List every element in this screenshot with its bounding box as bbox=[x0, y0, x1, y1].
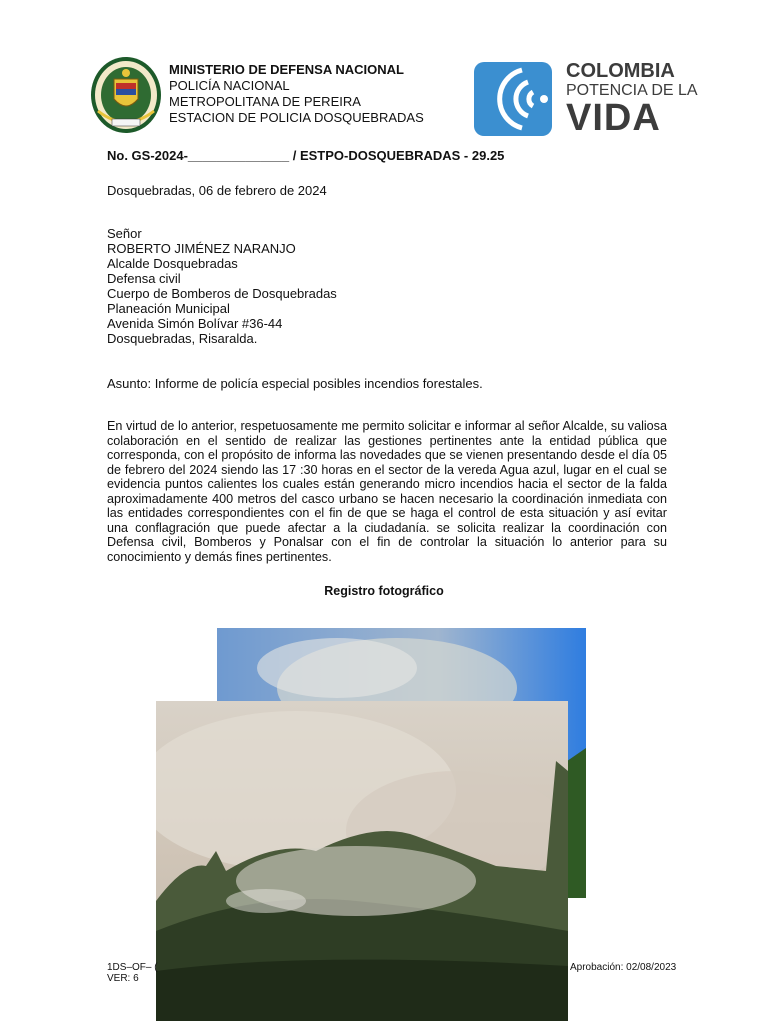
recipient-line: Alcalde Dosquebradas bbox=[107, 256, 238, 271]
recipient-line: Planeación Municipal bbox=[107, 301, 230, 316]
logo-line-potencia: POTENCIA DE LA bbox=[566, 82, 698, 99]
document-subject: Asunto: Informe de policía especial posibles incendios forestales. bbox=[107, 376, 483, 391]
recipient-line: Dosquebradas, Risaralda. bbox=[107, 331, 258, 346]
police-shield-emblem bbox=[90, 55, 162, 135]
institution-header bbox=[169, 62, 424, 126]
recipient-line: Cuerpo de Bomberos de Dosquebradas bbox=[107, 286, 337, 301]
recipient-line: Defensa civil bbox=[107, 271, 181, 286]
recipient-block bbox=[107, 226, 337, 346]
fire-mountain-photo-front bbox=[156, 701, 568, 1021]
station-name: ESTACION DE POLICIA DOSQUEBRADAS bbox=[169, 110, 424, 125]
police-name: POLICÍA NACIONAL bbox=[169, 78, 290, 93]
footer-left bbox=[107, 962, 158, 984]
recipient-line: ROBERTO JIMÉNEZ NARANJO bbox=[107, 241, 296, 256]
document-date: Dosquebradas, 06 de febrero de 2024 bbox=[107, 183, 327, 198]
footer-code: 1DS–OF– ( bbox=[107, 962, 158, 973]
colombia-logo-text bbox=[566, 60, 698, 139]
metropolitan-name: METROPOLITANA DE PEREIRA bbox=[169, 94, 361, 109]
logo-line-colombia: COLOMBIA bbox=[566, 60, 675, 82]
footer-approval: Aprobación: 02/08/2023 bbox=[570, 962, 677, 973]
photo-caption: Registro fotográfico bbox=[324, 584, 444, 598]
document-reference: No. GS-2024-______________ / ESTPO-DOSQUEBRADAS - 29.25 bbox=[107, 148, 505, 163]
document-body: En virtud de lo anterior, respetuosamente me permito solicitar e informar al señor Alcalde, su valiosa colaboración en el sentido de realizar las gestiones pertinentes ante la entidad pública que corresponda, con el propósito de informa las novedades que se vienen presentando desde el día 05 de febrero del 2024 siendo las 17 :30 horas en el sector de la vereda Agua azul, lugar en el cual se evidencia puntos calientes los cuales están generando micro incendios hacia el sector de la falda aproximadamente 400 metros del casco urbano se hacen necesario la coordinación inmediata con las entidades correspondientes con el fin de que se haga el control de esta situación y así evitar una conflagración que puede afectar a la ciudadanía. se solicita realizar la coordinación con Defensa civil, Bomberos y Ponalsar con el fin de controlar la situación lo anterior para su conocimiento y demás fines pertinentes. bbox=[107, 419, 667, 564]
recipient-line: Señor bbox=[107, 226, 142, 241]
footer-version: VER: 6 bbox=[107, 973, 139, 984]
logo-line-vida: VIDA bbox=[566, 97, 661, 139]
recipient-line: Avenida Simón Bolívar #36-44 bbox=[107, 316, 283, 331]
ministry-name: MINISTERIO DE DEFENSA NACIONAL bbox=[169, 62, 404, 77]
